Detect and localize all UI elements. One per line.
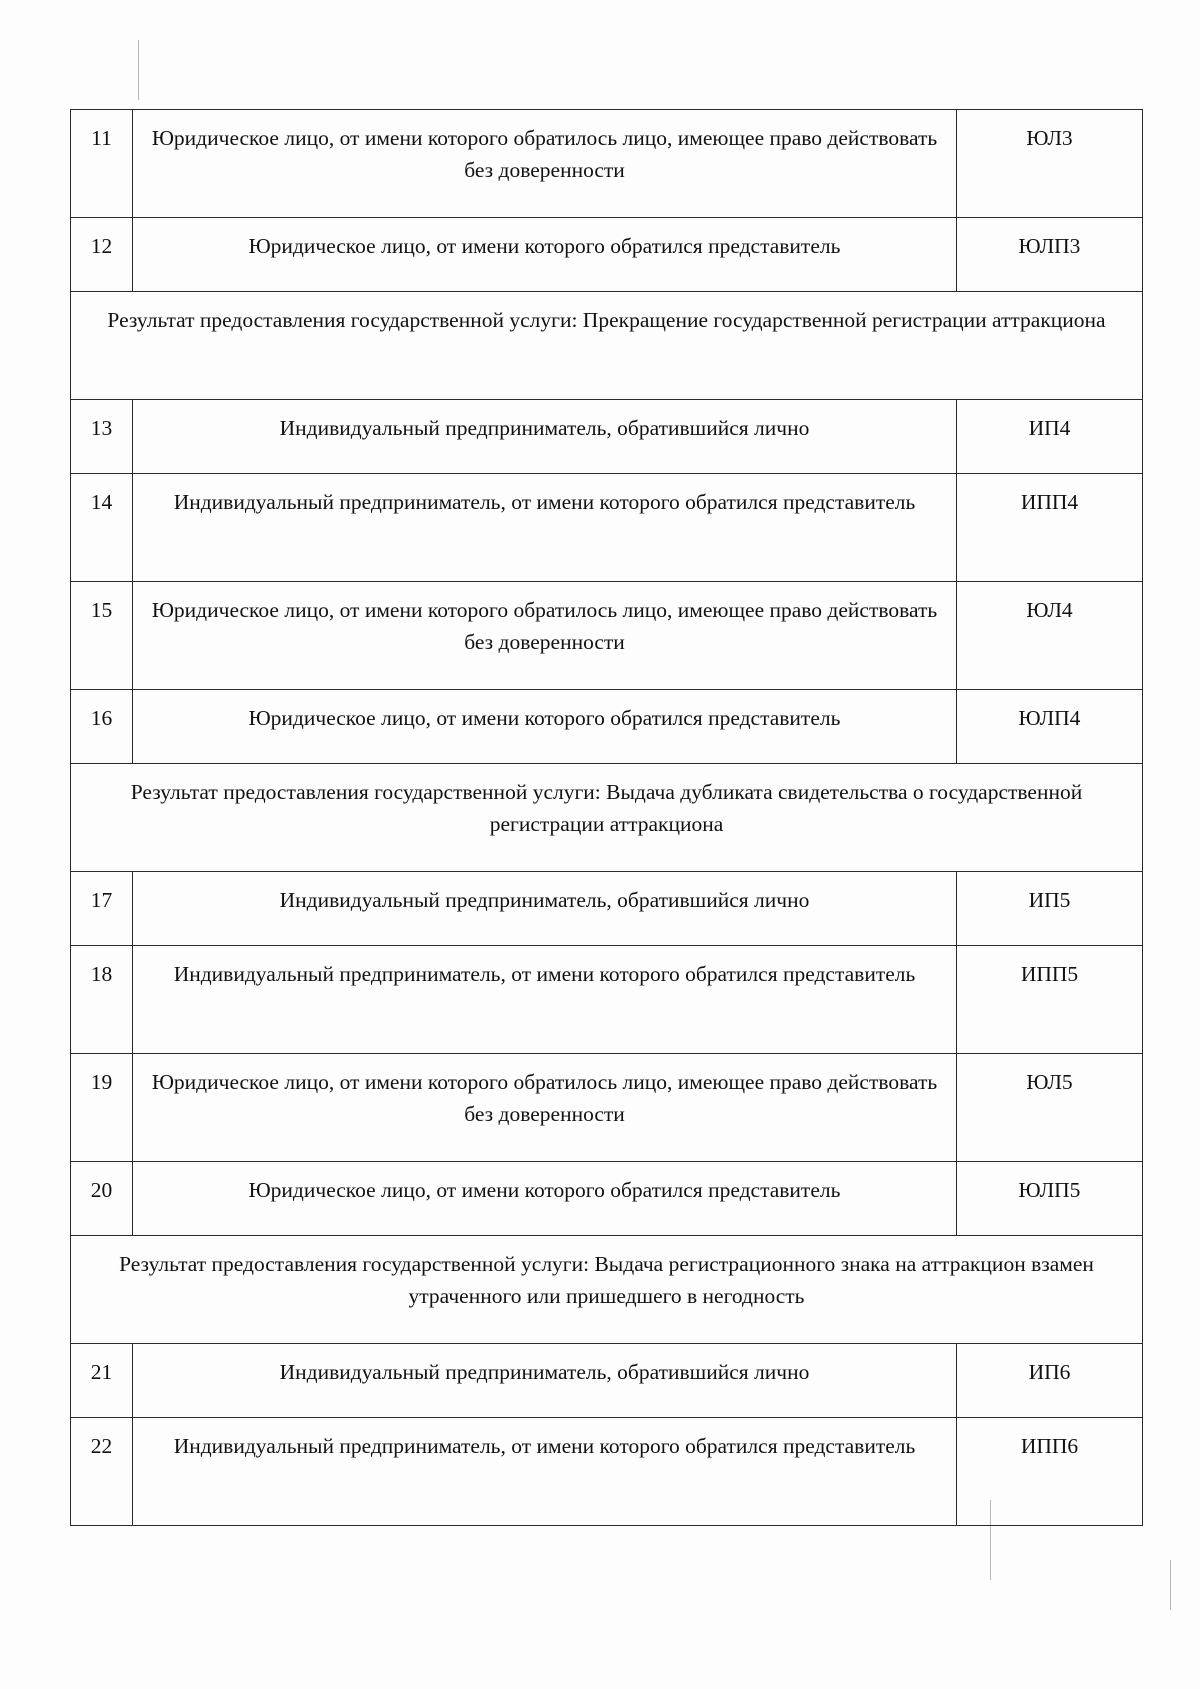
applicant-code: ИПП5	[957, 946, 1143, 1054]
applicant-description: Юридическое лицо, от имени которого обратился представитель	[133, 690, 957, 764]
applicant-code: ЮЛП4	[957, 690, 1143, 764]
applicant-code: ИП6	[957, 1344, 1143, 1418]
row-number: 22	[71, 1418, 133, 1526]
applicant-code: ИП4	[957, 400, 1143, 474]
scan-artifact	[1170, 1560, 1171, 1610]
table-row	[71, 110, 1143, 218]
applicant-description: Индивидуальный предприниматель, от имени которого обратился представитель	[133, 946, 957, 1054]
applicant-description: Индивидуальный предприниматель, обратившийся лично	[133, 400, 957, 474]
applicant-description: Юридическое лицо, от имени которого обратилось лицо, имеющее право действовать без доверенности	[133, 110, 957, 218]
table-row	[71, 946, 1143, 1054]
applicant-description: Индивидуальный предприниматель, от имени которого обратился представитель	[133, 474, 957, 582]
table-row	[71, 1418, 1143, 1526]
table-row	[71, 690, 1143, 764]
applicant-code: ЮЛ5	[957, 1054, 1143, 1162]
section-title: Результат предоставления государственной услуги: Выдача регистрационного знака на аттракцион взамен утраченного или пришедшего в негодность	[71, 1236, 1143, 1344]
applicant-code: ИПП4	[957, 474, 1143, 582]
section-title: Результат предоставления государственной услуги: Выдача дубликата свидетельства о государственной регистрации аттракциона	[71, 764, 1143, 872]
applicant-description: Юридическое лицо, от имени которого обратилось лицо, имеющее право действовать без доверенности	[133, 582, 957, 690]
section-header-row	[71, 292, 1143, 400]
applicant-code: ИПП6	[957, 1418, 1143, 1526]
scan-artifact	[138, 40, 139, 100]
row-number: 13	[71, 400, 133, 474]
applicant-code: ЮЛ3	[957, 110, 1143, 218]
row-number: 18	[71, 946, 133, 1054]
applicant-code: ЮЛП5	[957, 1162, 1143, 1236]
applicant-description: Юридическое лицо, от имени которого обратился представитель	[133, 1162, 957, 1236]
section-header-row	[71, 1236, 1143, 1344]
row-number: 19	[71, 1054, 133, 1162]
table-row	[71, 582, 1143, 690]
table-row	[71, 474, 1143, 582]
applicant-code: ЮЛП3	[957, 218, 1143, 292]
applicant-description: Юридическое лицо, от имени которого обратилось лицо, имеющее право действовать без доверенности	[133, 1054, 957, 1162]
table-row	[71, 400, 1143, 474]
applicant-description: Индивидуальный предприниматель, обратившийся лично	[133, 1344, 957, 1418]
table-row	[71, 872, 1143, 946]
table-row	[71, 1054, 1143, 1162]
table-row	[71, 1344, 1143, 1418]
services-table	[70, 109, 1143, 1526]
row-number: 15	[71, 582, 133, 690]
row-number: 11	[71, 110, 133, 218]
applicant-description: Юридическое лицо, от имени которого обратился представитель	[133, 218, 957, 292]
table-row	[71, 218, 1143, 292]
applicant-code: ЮЛ4	[957, 582, 1143, 690]
row-number: 16	[71, 690, 133, 764]
row-number: 14	[71, 474, 133, 582]
row-number: 17	[71, 872, 133, 946]
applicant-code: ИП5	[957, 872, 1143, 946]
table-body	[71, 110, 1143, 1526]
row-number: 21	[71, 1344, 133, 1418]
table-row	[71, 1162, 1143, 1236]
applicant-description: Индивидуальный предприниматель, от имени которого обратился представитель	[133, 1418, 957, 1526]
row-number: 12	[71, 218, 133, 292]
row-number: 20	[71, 1162, 133, 1236]
section-title: Результат предоставления государственной услуги: Прекращение государственной регистрации аттракциона	[71, 292, 1143, 400]
section-header-row	[71, 764, 1143, 872]
applicant-description: Индивидуальный предприниматель, обратившийся лично	[133, 872, 957, 946]
